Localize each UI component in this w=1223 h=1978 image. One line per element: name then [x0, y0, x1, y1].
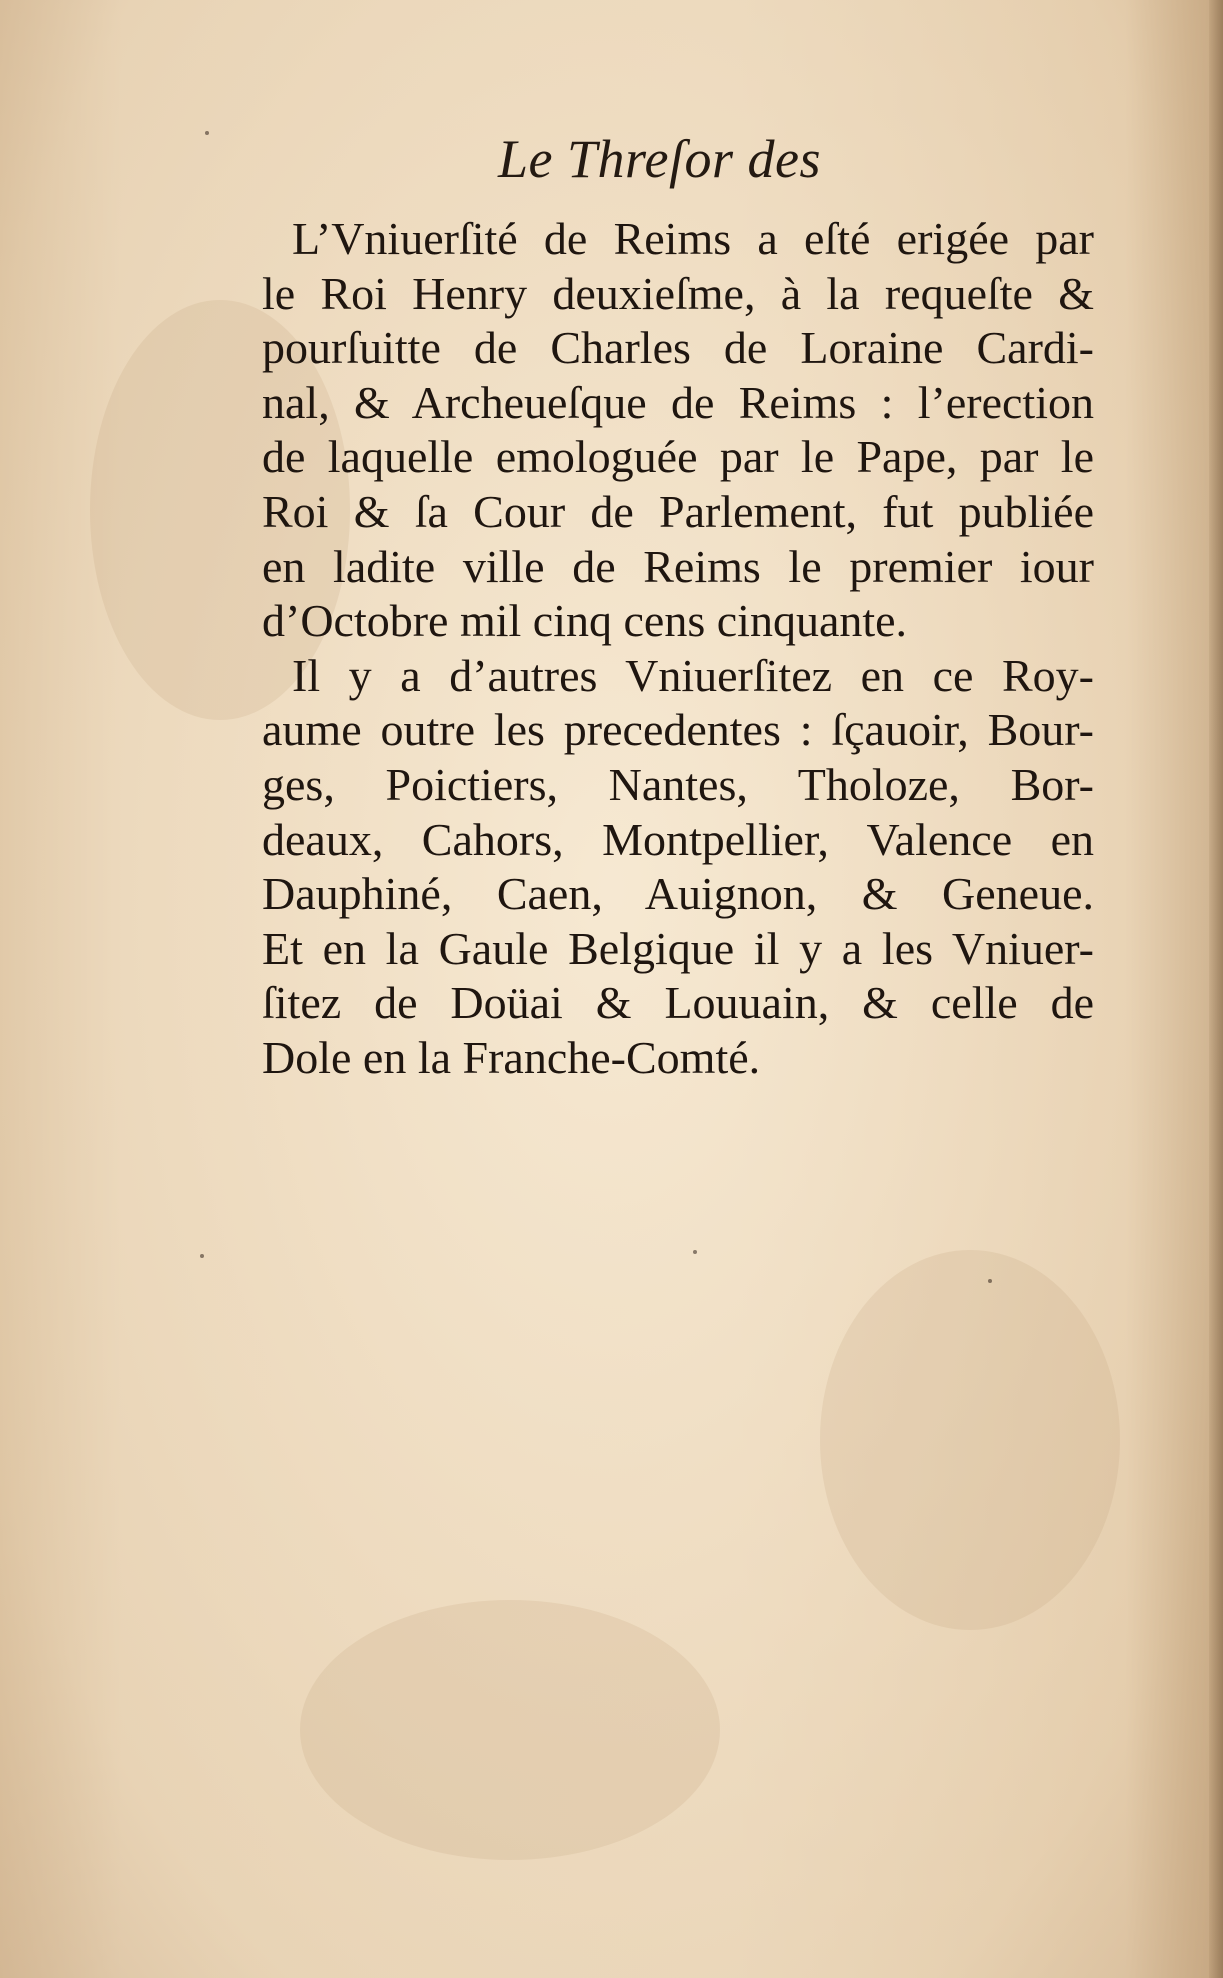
running-head: Le Threſor des — [498, 129, 822, 189]
text-line: Dauphiné, Caen, Auignon, & Geneue. — [262, 868, 1094, 920]
text-line: L’Vniuerſité de Reims a eſté erigée par — [292, 213, 1094, 264]
text-line: aume outre les precedentes : ſçauoir, Bour- — [262, 704, 1094, 756]
text-line: Roi & ſa Cour de Parlement, fut publiée — [262, 485, 1094, 537]
text-line: Il y a d’autres Vniuerſitez en ce Roy- — [292, 649, 1094, 701]
bleed-through-text: ‍ ‍ ‍ ‍ ‍ ‍ ‍ ‍ ‍ ‍ ‍ ‍ ‍ ‍ ‍ ‍ — [845, 1152, 1010, 1201]
ink-speck — [205, 131, 209, 135]
ink-speck — [200, 1254, 204, 1258]
text-line: d’Octobre mil cinq cens cinquante. — [262, 595, 908, 647]
text-line: deaux, Cahors, Montpellier, Valence en — [262, 813, 1094, 865]
text-line: de laquelle emologuée par le Pape, par le — [262, 431, 1094, 483]
text-line: ſitez de Doüai & Louuain, & celle de — [262, 977, 1094, 1029]
paper-stain — [300, 1600, 720, 1860]
paragraph-1 — [262, 212, 1094, 649]
ink-speck — [693, 1250, 697, 1254]
text-line: pourſuitte de Charles de Loraine Cardi- — [262, 322, 1094, 374]
text-line: le Roi Henry deuxieſme, à la requeſte & — [262, 267, 1094, 319]
paper-stain — [820, 1250, 1120, 1630]
page-body — [262, 212, 1094, 1086]
text-line: Dole en la Franche-Comté. — [262, 1031, 761, 1083]
text-line: ges, Poictiers, Nantes, Tholoze, Bor- — [262, 758, 1094, 810]
ink-speck — [988, 1279, 992, 1283]
page-gutter-shadow — [1209, 0, 1223, 1978]
text-line: en ladite ville de Reims le premier iour — [262, 540, 1094, 592]
text-line: nal, & Archeueſque de Reims : l’erection — [262, 376, 1094, 428]
text-line: Et en la Gaule Belgique il y a les Vniuer- — [262, 922, 1094, 974]
paragraph-2 — [262, 649, 1094, 1086]
